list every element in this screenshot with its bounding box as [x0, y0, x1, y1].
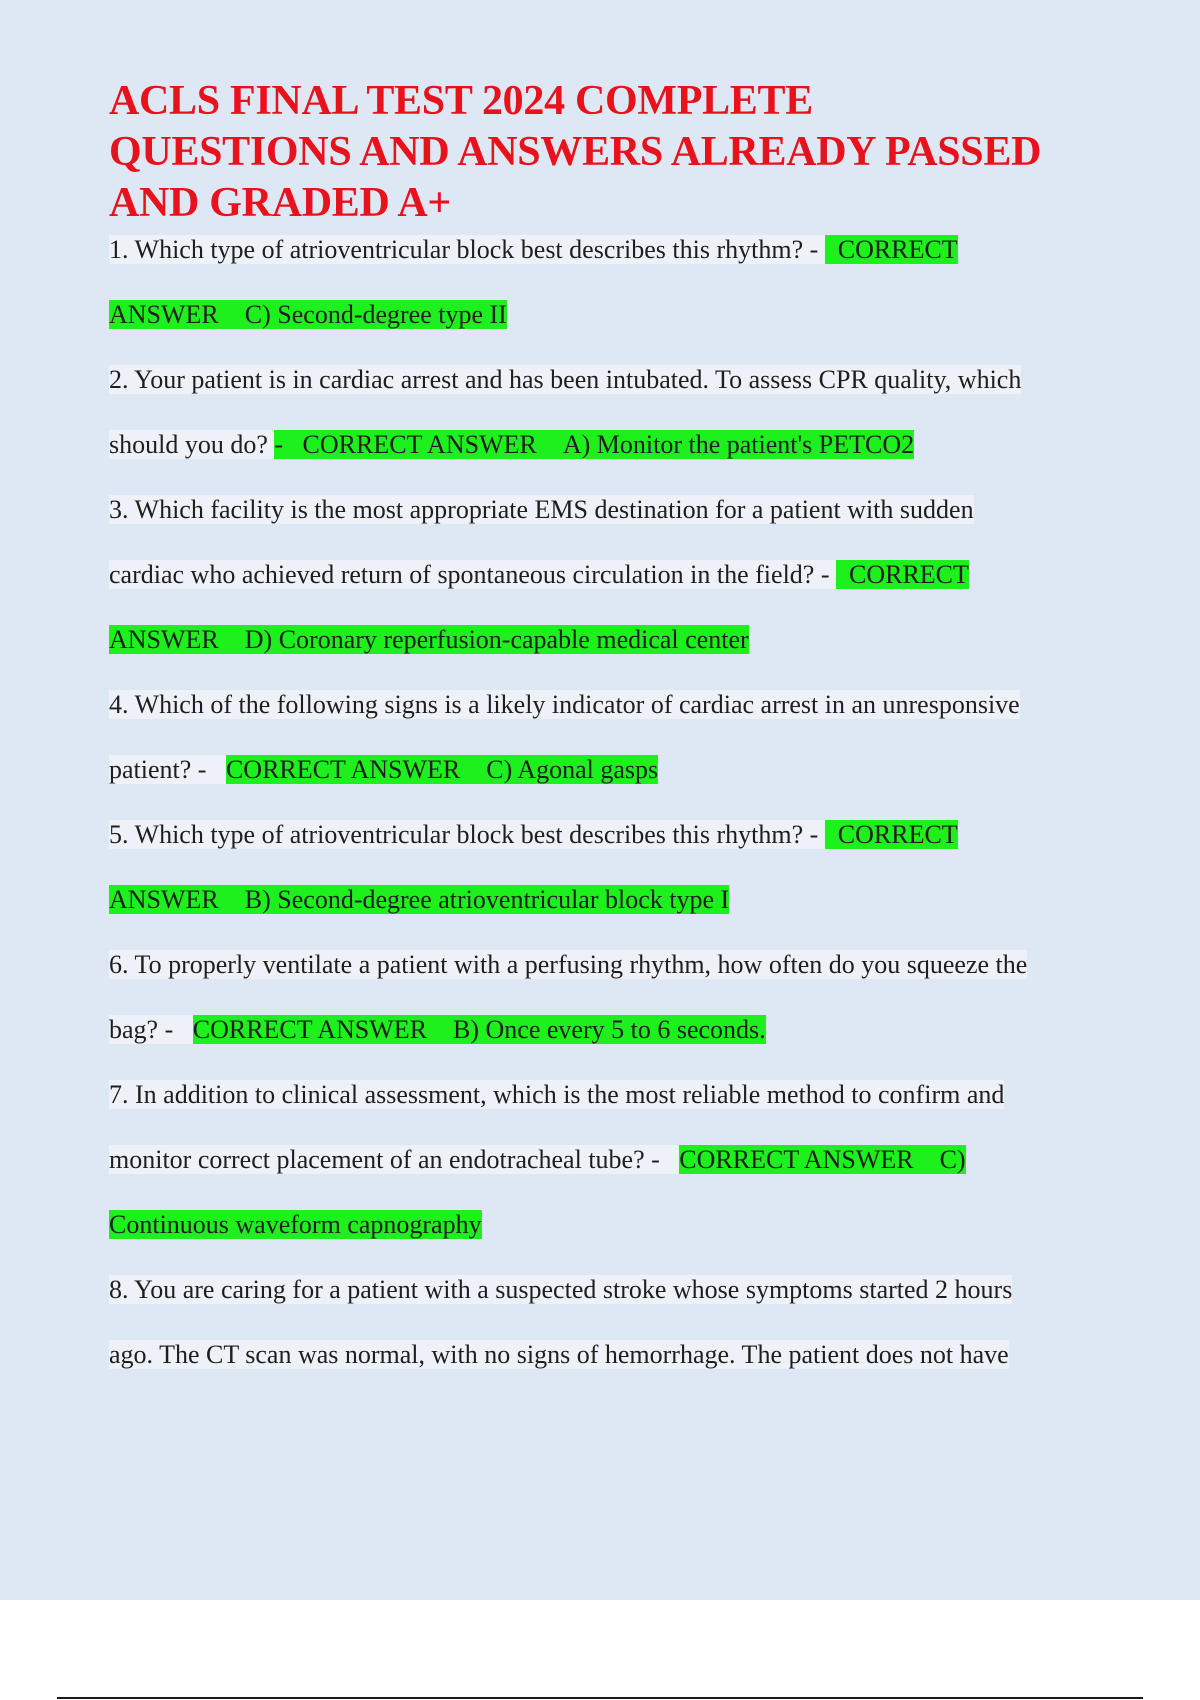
document-body: [109, 76, 1119, 1401]
text-line: [109, 1011, 1119, 1076]
answer-highlight: CORRECT: [824, 820, 958, 849]
question-text: monitor correct placement of an endotracheal tube? -: [109, 1145, 680, 1174]
question-text: patient? -: [109, 755, 226, 784]
text-line: [109, 946, 1119, 1011]
question-text: ago. The CT scan was normal, with no signs of hemorrhage. The patient does not have: [109, 1340, 1009, 1369]
answer-highlight: ANSWER C) Second-degree type II: [109, 300, 507, 329]
question-text: 6. To properly ventilate a patient with a perfusing rhythm, how often do you squeeze the: [109, 950, 1028, 979]
text-line: [109, 231, 1119, 296]
answer-highlight: CORRECT ANSWER C) Agonal gasps: [225, 755, 659, 784]
question-text: 8. You are caring for a patient with a suspected stroke whose symptoms started 2 hours: [109, 1275, 1013, 1304]
title-line: QUESTIONS AND ANSWERS ALREADY PASSED: [109, 129, 1042, 175]
footer-divider: [57, 1697, 1143, 1699]
text-line: [109, 1141, 1119, 1206]
answer-highlight: CORRECT: [835, 560, 969, 589]
question-text: 7. In addition to clinical assessment, which is the most reliable method to confirm and: [109, 1080, 1005, 1109]
text-line: [109, 361, 1119, 426]
text-line: [109, 556, 1119, 621]
answer-highlight: ANSWER D) Coronary reperfusion-capable medical center: [109, 625, 749, 654]
question-text: 3. Which facility is the most appropriate EMS destination for a patient with sudden: [109, 495, 974, 524]
question-text: cardiac who achieved return of spontaneous circulation in the field? -: [109, 560, 836, 589]
answer-highlight: CORRECT: [824, 235, 958, 264]
question-text: 4. Which of the following signs is a likely indicator of cardiac arrest in an unresponsive: [109, 690, 1020, 719]
answer-highlight: CORRECT ANSWER C): [679, 1145, 966, 1174]
text-line: [109, 816, 1119, 881]
answer-highlight: - CORRECT ANSWER A) Monitor the patient's PETCO2: [274, 430, 915, 459]
question-text: 1. Which type of atrioventricular block best describes this rhythm? -: [109, 235, 825, 264]
question-text: 5. Which type of atrioventricular block best describes this rhythm? -: [109, 820, 825, 849]
answer-highlight: ANSWER B) Second-degree atrioventricular block type I: [109, 885, 730, 914]
answer-highlight: CORRECT ANSWER B) Once every 5 to 6 seconds.: [192, 1015, 766, 1044]
document-title: [109, 76, 1119, 229]
question-text: should you do?: [109, 430, 275, 459]
text-line: [109, 296, 1119, 361]
question-text: 2. Your patient is in cardiac arrest and has been intubated. To assess CPR quality, which: [109, 365, 1022, 394]
text-line: [109, 751, 1119, 816]
text-line: [109, 1271, 1119, 1336]
text-line: [109, 1076, 1119, 1141]
text-line: [109, 881, 1119, 946]
text-line: [109, 1336, 1119, 1401]
answer-highlight: Continuous waveform capnography: [109, 1210, 482, 1239]
text-line: [109, 621, 1119, 686]
text-line: [109, 491, 1119, 556]
text-line: [109, 426, 1119, 491]
title-line: ACLS FINAL TEST 2024 COMPLETE: [109, 78, 813, 124]
text-line: [109, 1206, 1119, 1271]
title-line: AND GRADED A+: [109, 180, 452, 226]
question-text: bag? -: [109, 1015, 193, 1044]
text-line: [109, 686, 1119, 751]
